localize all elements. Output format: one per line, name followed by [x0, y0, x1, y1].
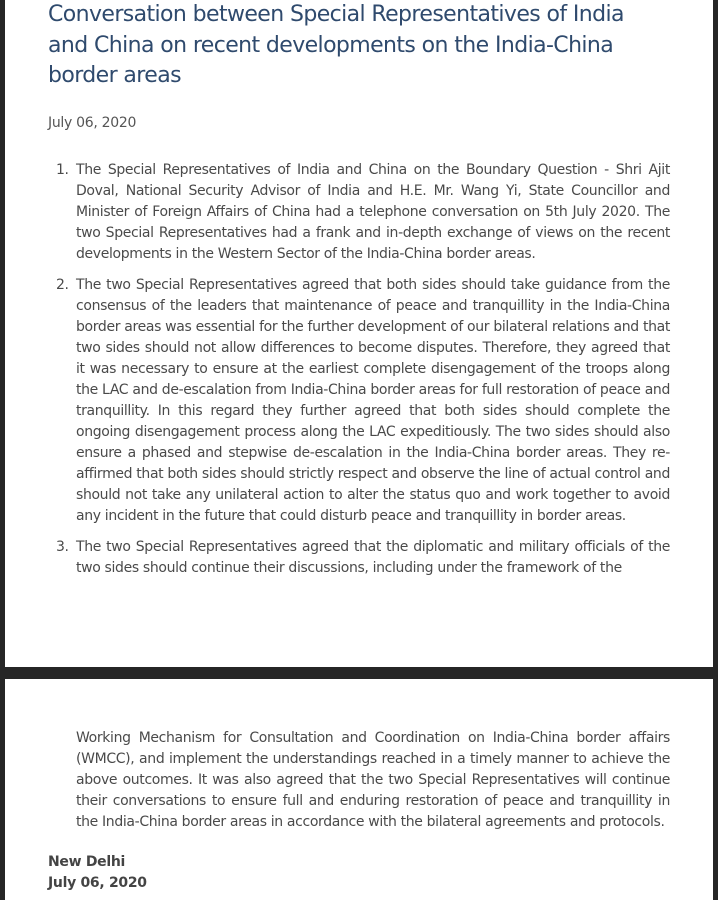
page-top-panel: [5, 0, 713, 667]
page-bottom-panel: [5, 679, 713, 900]
publish-date: July 06, 2020: [48, 115, 137, 131]
item-number: 1.: [56, 162, 69, 178]
item-number: 2.: [56, 277, 69, 293]
signoff-date: July 06, 2020: [48, 875, 147, 891]
paragraph-list: [5, 160, 713, 579]
item-text: The two Special Representatives agreed that the diplomatic and military officials of the two sides should continue their discussions, including under the framework of the: [76, 539, 670, 576]
list-item: [5, 275, 713, 527]
item-text: The two Special Representatives agreed that both sides should take guidance from the consensus of the leaders that maintenance of peace and tranquillity in the India-China border areas was essential for the further development of our bilateral relations and that two sides should not allow differences to become disputes. Therefore, they agreed that it was necessary to ensure at the earliest complete disengagement of the troops along the LAC and de-escalation from India-China border areas for full restoration of peace and tranquillity. In this regard they further agreed that both sides should complete the ongoing disengagement process along the LAC expeditiously. The two sides should also ensure a phased and stepwise de-escalation in the India-China border areas. They re-affirmed that both sides should strictly respect and observe the line of actual control and should not take any unilateral action to alter the status quo and work together to avoid any incident in the future that could disturb peace and tranquillity in border areas.: [76, 277, 670, 524]
item-number: 3.: [56, 539, 69, 555]
list-item: [5, 537, 713, 579]
list-item: [5, 160, 713, 265]
item-text: The Special Representatives of India and China on the Boundary Question - Shri Ajit Doval, National Security Advisor of India and H.E. Mr. Wang Yi, State Councillor and Minister of Foreign Affairs of China had a telephone conversation on 5th July 2020. The two Special Representatives had a frank and in-depth exchange of views on the recent developments in the Western Sector of the India-China border areas.: [76, 162, 670, 262]
page-title: Conversation between Special Representatives of India and China on recent developments on the India-China border areas: [48, 2, 624, 88]
continued-paragraph: Working Mechanism for Consultation and Coordination on India-China border affairs (WMCC), and implement the understandings reached in a timely manner to achieve the above outcomes. It was also agreed that the two Special Representatives will continue their conversations to ensure full and enduring restoration of peace and tranquillity in the India-China border areas in accordance with the bilateral agreements and protocols.: [76, 730, 670, 830]
place-label: New Delhi: [48, 854, 126, 870]
